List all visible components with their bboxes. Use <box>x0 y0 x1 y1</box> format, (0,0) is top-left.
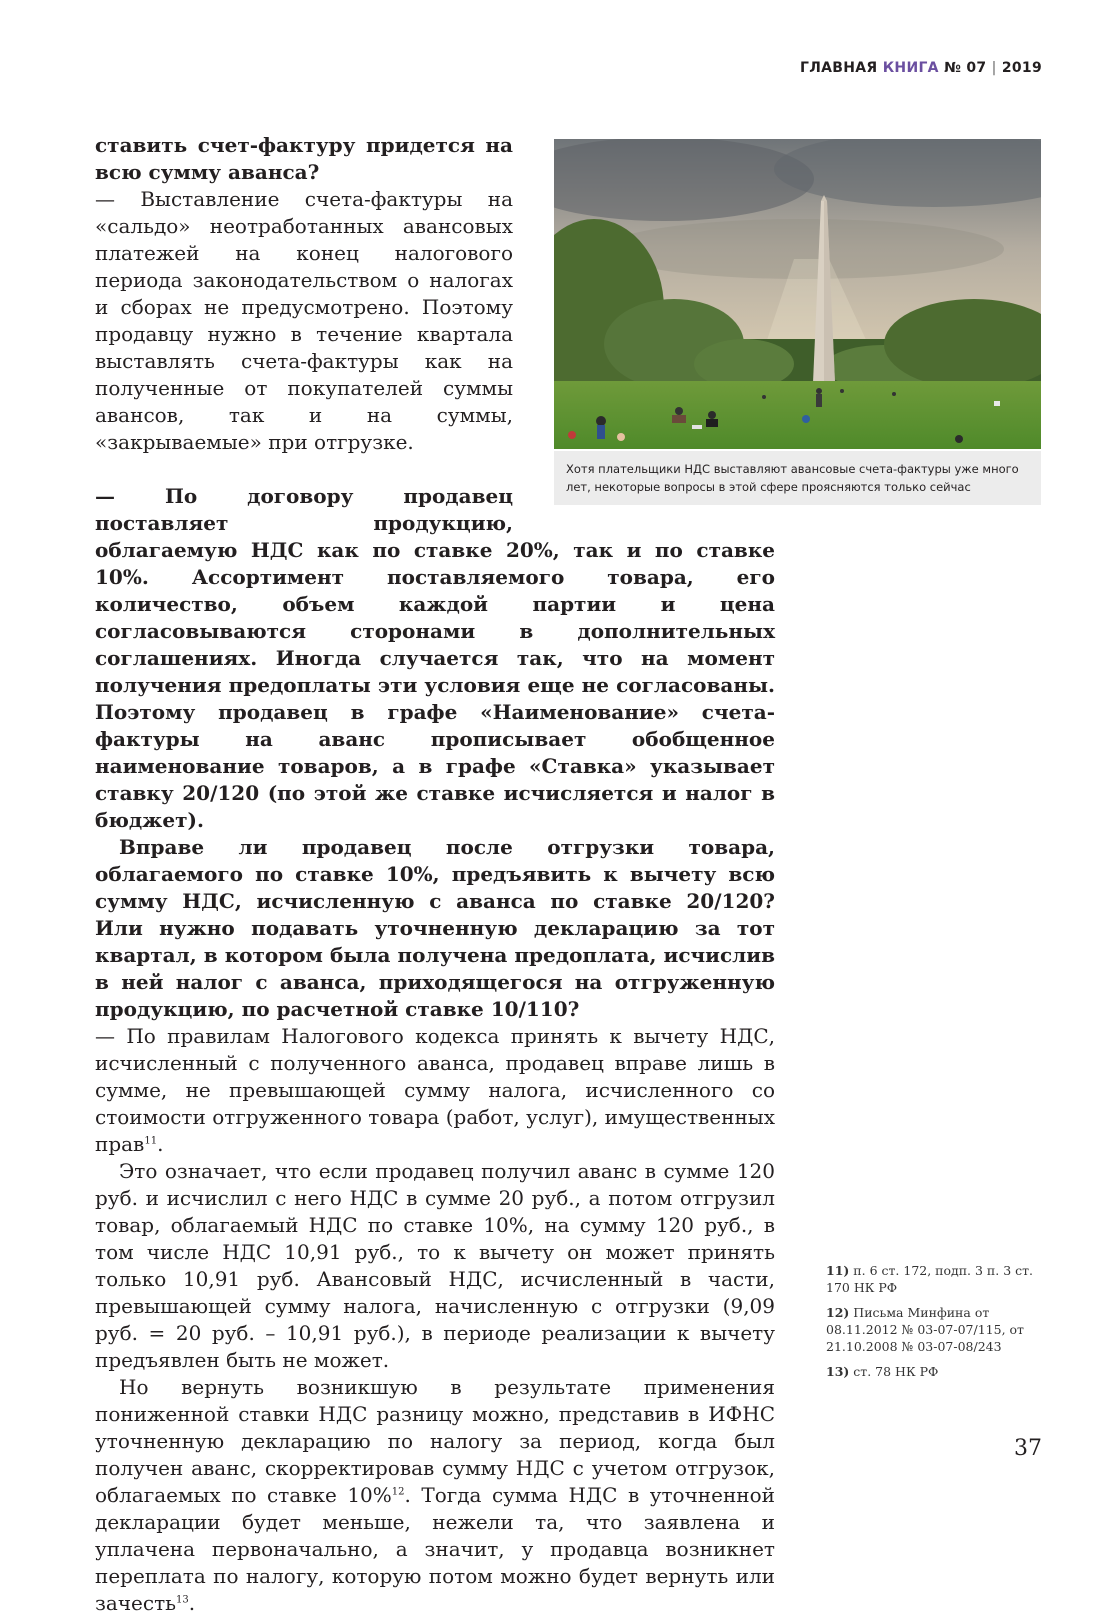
question-2: Вправе ли продавец после отгрузки товара, облагаемого по ставке 10%, предъявить к вычету всю сумму НДС, исчисленную с аванса по ставке 20/120? Или нужно подавать уточненную декларацию за тот квартал, в котором была получена предоплата, исчислив в ней налог с аванса, приходящегося на отгруженную продукцию, по расчетной ставке 10/110? <box>95 835 775 1021</box>
issue-number: № 07 <box>944 60 987 76</box>
footnote-ref-12: 12 <box>391 1486 405 1498</box>
answer-1: — Выставление счета-фактуры на «сальдо» неотработанных авансовых платежей на конец налогового периода законодательством о налогах и сборах не предусмотрено. Поэтому продавцу нужно в течение квартала выставлять счета-фактуры как на полученные от покупателей суммы авансов, так и на суммы, «закрываемые» при отгрузке. <box>95 187 513 454</box>
header-separator: | <box>991 60 997 76</box>
footnotes <box>826 1262 1051 1388</box>
footnote-13: 13) ст. 78 НК РФ <box>826 1364 939 1379</box>
brand-name-part2: КНИГА <box>882 60 939 76</box>
page-number: 37 <box>1014 1436 1042 1461</box>
footnote-11: 11) п. 6 ст. 172, подп. 3 п. 3 ст. 170 НК РФ <box>826 1263 1034 1295</box>
footnote-12: 12) Письма Минфина от 08.11.2012 № 03-07-07/115, от 21.10.2008 № 03-07-08/243 <box>826 1305 1024 1354</box>
brand-name-part1: ГЛАВНАЯ <box>800 60 878 76</box>
answer-2-paragraph-3: Но вернуть возникшую в результате применения пониженной ставки НДС разницу можно, представив в ИФНС уточненную декларацию по налогу за период, когда был получен аванс, скорректировав сумму НДС с учетом отгрузок, облагаемых по ставке 10%$^{12}$. Тогда сумма НДС в уточненной декларации будет меньше, нежели та, что заявлена и уплачена первоначально, а значит, у продавца возникнет переплата по налогу, которую потом можно будет вернуть или зачесть$^{13}$. <box>95 1375 775 1615</box>
footnote-ref-11: 11 <box>144 1135 158 1147</box>
answer-2-paragraph-1: — По правилам Налогового кодекса принять к вычету НДС, исчисленный с полученного аванса, продавец вправе лишь в сумме, не превышающей сумму налога, исчисленного со стоимости отгруженного товара (работ, услуг), имущественных прав$^{11}$. <box>95 1024 775 1156</box>
washington-monument-photo <box>554 139 1041 449</box>
footnote-ref-13: 13 <box>176 1594 189 1606</box>
question-2-context: — По договору продавец поставляет продукцию, облагаемую НДС как по ставке 20%, так и по ставке 10%. Ассортимент поставляемого товара, его количество, объем каждой партии и цена согласовываются сторонами в дополнительных соглашениях. Иногда случается так, что на момент получения предоплаты эти условия еще не согласованы. Поэтому продавец в графе «Наименование» счета-фактуры на аванс прописывает обобщенное наименование товаров, а в графе «Ставка» указывает ставку 20/120 (по этой же ставке исчисляется и налог в бюджет). <box>95 484 775 832</box>
answer-2-paragraph-2: Это означает, что если продавец получил аванс в сумме 120 руб. и исчислил с него НДС в сумме 20 руб., а потом отгрузил товар, облагаемый НДС по ставке 10%, на сумму 120 руб., в том числе НДС 10,91 руб., то к вычету он может принять только 10,91 руб. Авансовый НДС, исчисленный в части, превышающей сумму налога, начисленную с отгрузки (9,09 руб. = 20 руб. – 10,91 руб.), в периоде реализации к вычету предъявлен быть не может. <box>95 1159 775 1372</box>
question-1-tail: ставить счет-фактуру придется на всю сумму аванса? <box>95 133 513 184</box>
photo-caption: Хотя плательщики НДС выставляют авансовые счета-фактуры уже много лет, некоторые вопросы в этой сфере проясняются только сейчас <box>554 451 1041 505</box>
running-header <box>800 60 1042 76</box>
issue-year: 2019 <box>1001 60 1042 76</box>
